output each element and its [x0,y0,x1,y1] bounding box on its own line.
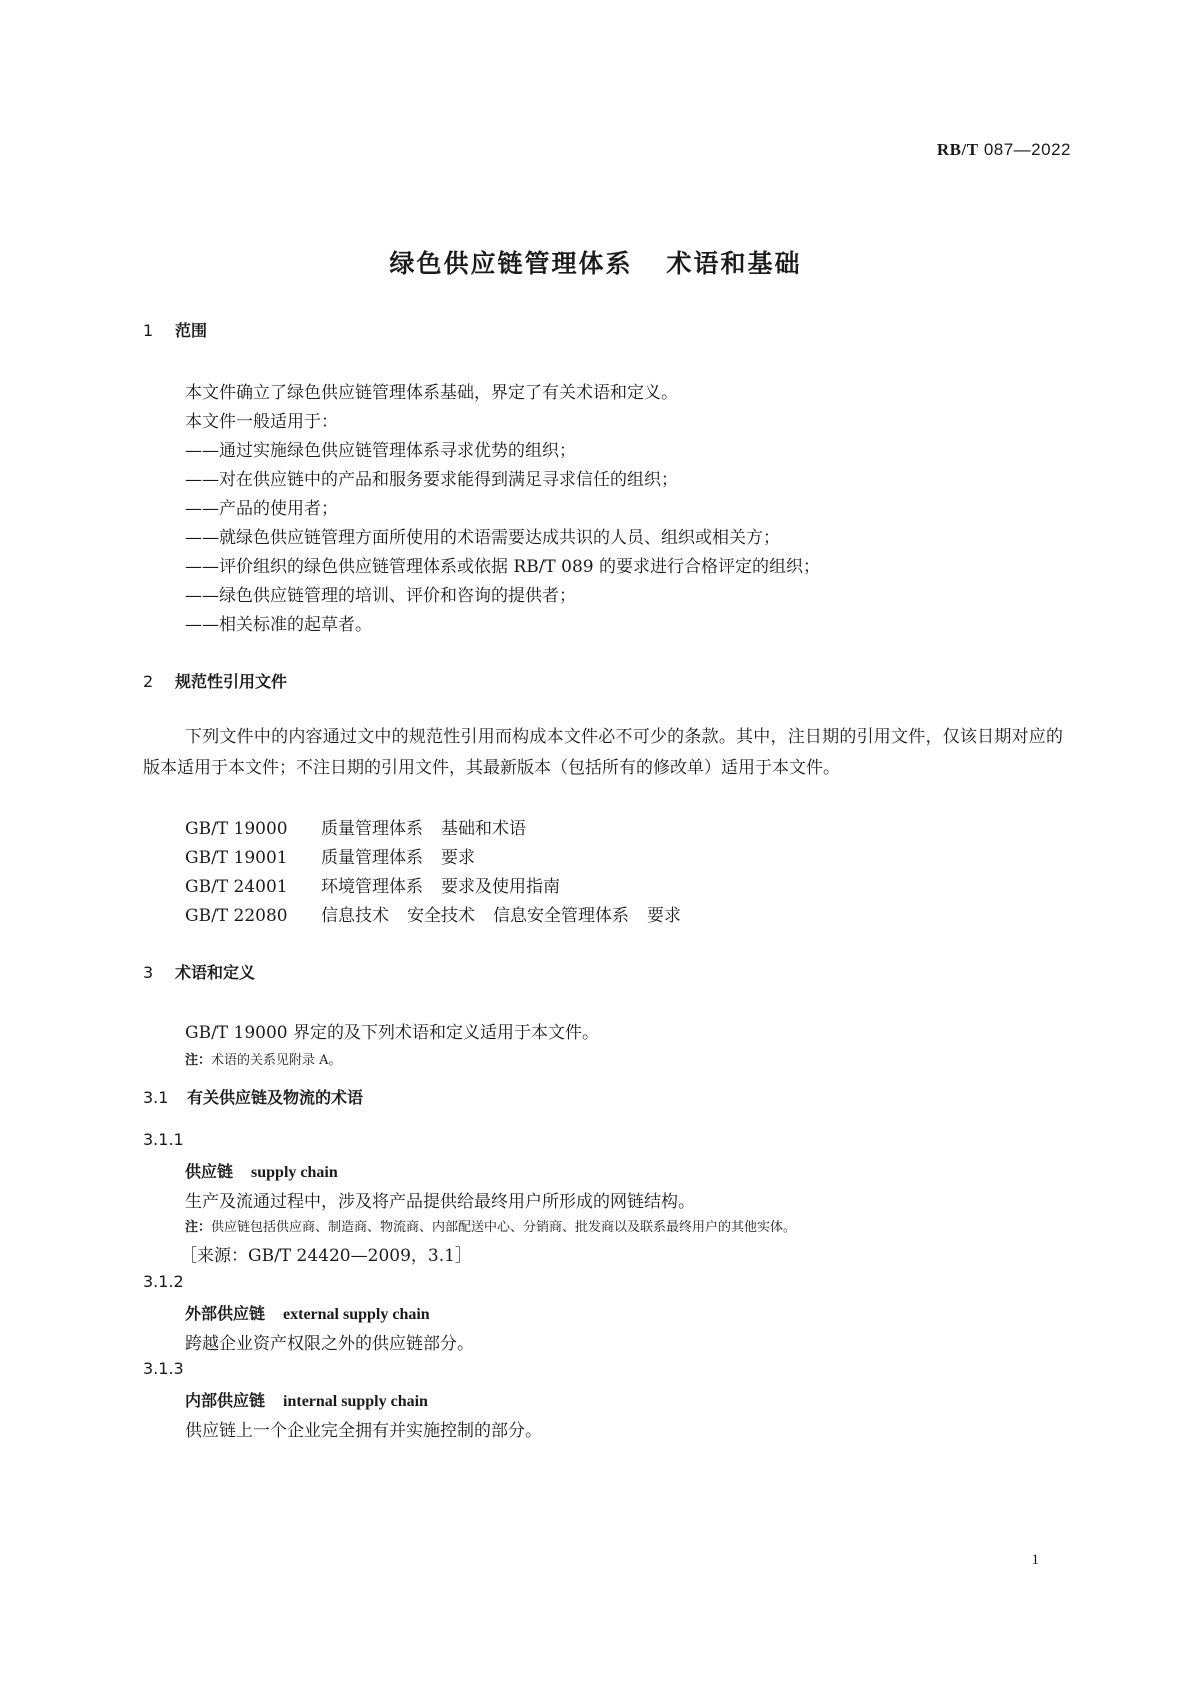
note-label: 注： [185,1053,212,1068]
title-part-2: 术语和基础 [666,249,802,278]
page-number: 1 [1031,1552,1039,1568]
section-3-heading [143,960,255,983]
reference-title: 安全技术 [407,906,475,926]
reference-code: GB/T 19001 [185,848,288,868]
section-number: 3 [143,963,154,982]
section-number: 1 [143,321,154,340]
section-number: 3.1 [143,1088,169,1107]
section-number: 2 [143,672,154,691]
term-english: supply chain [251,1164,338,1181]
reference-title: 要求 [441,848,475,868]
list-item: ——相关标准的起草者。 [185,615,372,635]
term-entry [185,1159,338,1182]
reference-title: 信息安全管理体系 [493,906,629,926]
note-label: 注： [185,1220,212,1235]
reference-code: GB/T 24001 [185,877,288,897]
reference-title: 质量管理体系 [321,819,423,839]
term-entry [185,1388,428,1411]
term-english: external supply chain [283,1306,430,1323]
term-entry [185,1301,430,1324]
reference-title: 信息技术 [321,906,389,926]
section-1-heading [143,318,207,341]
section-2-heading [143,669,287,692]
standard-code-prefix: RB/T [936,140,979,159]
reference-code: GB/T 22080 [185,906,288,926]
paragraph: GB/T 19000 界定的及下列术语和定义适用于本文件。 [185,1023,600,1043]
document-title [0,244,1191,280]
paragraph: 下列文件中的内容通过文中的规范性引用而构成本文件必不可少的条款。其中，注日期的引用文件，仅该日期对应的版本适用于本文件；不注日期的引用文件，其最新版本（包括所有的修改单）适用于本文件。 [143,727,1063,778]
list-item: ——产品的使用者； [185,499,338,519]
note-text: 供应链包括供应商、制造商、物流商、内部配送中心、分销商、批发商以及联系最终用户的其他实体。 [211,1220,797,1235]
standard-code [937,140,1071,160]
term-number: 3.1.1 [143,1130,184,1149]
term-english: internal supply chain [283,1393,428,1410]
term-definition: 生产及流通过程中，涉及将产品提供给最终用户所形成的网链结构。 [185,1192,695,1212]
reference-item [185,872,560,897]
reference-code: GB/T 19000 [185,819,288,839]
section-title: 范围 [175,321,208,340]
reference-title: 质量管理体系 [321,848,423,868]
reference-item [185,814,526,839]
list-item: ——就绿色供应链管理方面所使用的术语需要达成共识的人员、组织或相关方； [185,528,780,548]
reference-title: 环境管理体系 [321,877,423,897]
term-number: 3.1.3 [143,1359,184,1378]
reference-item [185,901,681,926]
list-item: ——对在供应链中的产品和服务要求能得到满足寻求信任的组织； [185,470,678,490]
source-citation: ［来源：GB/T 24420—2009，3.1］ [180,1246,472,1266]
title-part-1: 绿色供应链管理体系 [389,249,633,278]
term-chinese: 外部供应链 [185,1304,266,1323]
note [185,1216,796,1235]
term-number: 3.1.2 [143,1272,184,1291]
term-chinese: 内部供应链 [185,1391,266,1410]
reference-title: 要求 [647,906,681,926]
reference-title: 要求及使用指南 [441,877,560,897]
paragraph: 本文件确立了绿色供应链管理体系基础，界定了有关术语和定义。 [185,383,678,403]
section-title: 有关供应链及物流的术语 [187,1088,364,1107]
list-item: ——通过实施绿色供应链管理体系寻求优势的组织； [185,441,576,461]
term-definition: 供应链上一个企业完全拥有并实施控制的部分。 [185,1421,542,1441]
term-chinese: 供应链 [185,1162,234,1181]
standard-code-number: 087—2022 [978,140,1071,159]
list-item: ——评价组织的绿色供应链管理体系或依据 RB/T 089 的要求进行合格评定的组织； [185,557,821,577]
section-title: 术语和定义 [175,963,256,982]
note [185,1049,342,1068]
reference-item [185,843,475,868]
paragraph: 本文件一般适用于： [185,412,338,432]
reference-title: 基础和术语 [441,819,526,839]
note-text: 术语的关系见附录 A。 [211,1053,342,1068]
section-title: 规范性引用文件 [175,672,288,691]
term-definition: 跨越企业资产权限之外的供应链部分。 [185,1334,474,1354]
subsection-3-1-heading [143,1085,363,1108]
list-item: ——绿色供应链管理的培训、评价和咨询的提供者； [185,586,576,606]
